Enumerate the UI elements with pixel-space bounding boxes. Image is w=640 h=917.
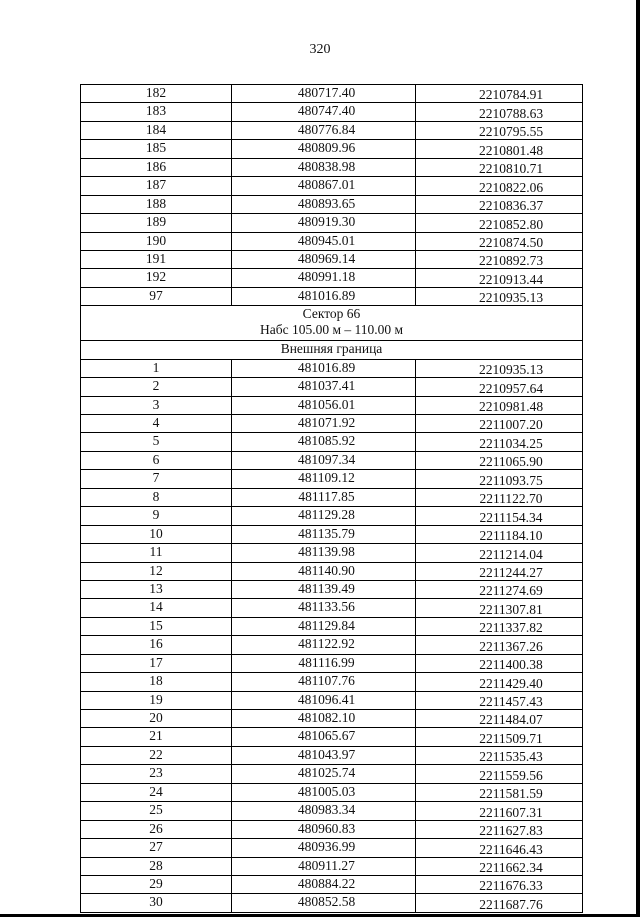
table-row <box>81 839 583 857</box>
x-coordinate-cell: 481116.99 <box>232 654 416 672</box>
point-number-cell: 1 <box>81 359 232 377</box>
x-coordinate-cell: 481122.92 <box>232 636 416 654</box>
table-row <box>81 894 583 912</box>
table-row <box>81 654 583 672</box>
y-coordinate-cell: 2211400.38 <box>416 654 583 672</box>
x-coordinate-cell: 481005.03 <box>232 783 416 801</box>
x-coordinate-cell: 481133.56 <box>232 599 416 617</box>
table-row <box>81 177 583 195</box>
point-number-cell: 186 <box>81 158 232 176</box>
point-number-cell: 14 <box>81 599 232 617</box>
y-coordinate-cell: 2210935.13 <box>416 359 583 377</box>
table-row <box>81 195 583 213</box>
y-coordinate-cell: 2211244.27 <box>416 562 583 580</box>
table-row <box>81 746 583 764</box>
point-number-cell: 10 <box>81 525 232 543</box>
y-coordinate-cell: 2211627.83 <box>416 820 583 838</box>
point-number-cell: 4 <box>81 415 232 433</box>
table-row <box>81 359 583 377</box>
sector-height-range: Набс 105.00 м – 110.00 м <box>259 321 404 337</box>
table-row <box>81 599 583 617</box>
point-number-cell: 9 <box>81 507 232 525</box>
y-coordinate-cell: 2211535.43 <box>416 746 583 764</box>
point-number-cell: 192 <box>81 269 232 287</box>
x-coordinate-cell: 480747.40 <box>232 103 416 121</box>
table-row <box>81 783 583 801</box>
point-number-cell: 16 <box>81 636 232 654</box>
point-number-cell: 17 <box>81 654 232 672</box>
x-coordinate-cell: 480838.98 <box>232 158 416 176</box>
y-coordinate-cell: 2210913.44 <box>416 269 583 287</box>
y-coordinate-cell: 2211662.34 <box>416 857 583 875</box>
table-row <box>81 691 583 709</box>
point-number-cell: 183 <box>81 103 232 121</box>
y-coordinate-cell: 2211646.43 <box>416 839 583 857</box>
x-coordinate-cell: 480969.14 <box>232 250 416 268</box>
y-coordinate-cell: 2211093.75 <box>416 470 583 488</box>
rows-after-group <box>81 359 583 912</box>
point-number-cell: 15 <box>81 617 232 635</box>
y-coordinate-cell: 2211122.70 <box>416 488 583 506</box>
point-number-cell: 5 <box>81 433 232 451</box>
y-coordinate-cell: 2211367.26 <box>416 636 583 654</box>
table-row <box>81 636 583 654</box>
x-coordinate-cell: 480852.58 <box>232 894 416 912</box>
point-number-cell: 19 <box>81 691 232 709</box>
y-coordinate-cell: 2211007.20 <box>416 415 583 433</box>
x-coordinate-cell: 480776.84 <box>232 121 416 139</box>
x-coordinate-cell: 480717.40 <box>232 85 416 103</box>
table-row <box>81 857 583 875</box>
point-number-cell: 188 <box>81 195 232 213</box>
x-coordinate-cell: 480991.18 <box>232 269 416 287</box>
rows-before-group <box>81 85 583 306</box>
x-coordinate-cell: 480893.65 <box>232 195 416 213</box>
point-number-cell: 187 <box>81 177 232 195</box>
x-coordinate-cell: 481025.74 <box>232 765 416 783</box>
y-coordinate-cell: 2210957.64 <box>416 378 583 396</box>
table-row <box>81 802 583 820</box>
table-row <box>81 544 583 562</box>
table-row <box>81 765 583 783</box>
point-number-cell: 182 <box>81 85 232 103</box>
x-coordinate-cell: 481043.97 <box>232 746 416 764</box>
table-row <box>81 507 583 525</box>
table-row <box>81 820 583 838</box>
point-number-cell: 21 <box>81 728 232 746</box>
point-number-cell: 189 <box>81 214 232 232</box>
y-coordinate-cell: 2210981.48 <box>416 396 583 414</box>
table-row <box>81 673 583 691</box>
x-coordinate-cell: 481016.89 <box>232 359 416 377</box>
y-coordinate-cell: 2210788.63 <box>416 103 583 121</box>
y-coordinate-cell: 2210784.91 <box>416 85 583 103</box>
table-row <box>81 85 583 103</box>
table-row <box>81 617 583 635</box>
table-row <box>81 728 583 746</box>
y-coordinate-cell: 2211607.31 <box>416 802 583 820</box>
table-row <box>81 525 583 543</box>
page-number: 320 <box>309 42 331 57</box>
table-row <box>81 140 583 158</box>
point-number-cell: 28 <box>81 857 232 875</box>
x-coordinate-cell: 481139.98 <box>232 544 416 562</box>
y-coordinate-cell: 2211676.33 <box>416 875 583 893</box>
table-row <box>81 470 583 488</box>
table-row <box>81 396 583 414</box>
table-row <box>81 580 583 598</box>
x-coordinate-cell: 481016.89 <box>232 287 416 305</box>
x-coordinate-cell: 481117.85 <box>232 488 416 506</box>
x-coordinate-cell: 480911.27 <box>232 857 416 875</box>
x-coordinate-cell: 480919.30 <box>232 214 416 232</box>
point-number-cell: 190 <box>81 232 232 250</box>
point-number-cell: 12 <box>81 562 232 580</box>
point-number-cell: 191 <box>81 250 232 268</box>
x-coordinate-cell: 481129.84 <box>232 617 416 635</box>
y-coordinate-cell: 2211429.40 <box>416 673 583 691</box>
x-coordinate-cell: 480867.01 <box>232 177 416 195</box>
x-coordinate-cell: 481107.76 <box>232 673 416 691</box>
table-row <box>81 232 583 250</box>
boundary-row <box>81 341 583 359</box>
point-number-cell: 8 <box>81 488 232 506</box>
table-row <box>81 710 583 728</box>
y-coordinate-cell: 2211034.25 <box>416 433 583 451</box>
sector-title: Сектор 66 <box>302 306 361 322</box>
y-coordinate-cell: 2211154.34 <box>416 507 583 525</box>
point-number-cell: 27 <box>81 839 232 857</box>
point-number-cell: 25 <box>81 802 232 820</box>
point-number-cell: 22 <box>81 746 232 764</box>
y-coordinate-cell: 2210852.80 <box>416 214 583 232</box>
y-coordinate-cell: 2210795.55 <box>416 121 583 139</box>
table-row <box>81 415 583 433</box>
x-coordinate-cell: 481129.28 <box>232 507 416 525</box>
y-coordinate-cell: 2210935.13 <box>416 287 583 305</box>
point-number-cell: 97 <box>81 287 232 305</box>
point-number-cell: 184 <box>81 121 232 139</box>
point-number-cell: 6 <box>81 451 232 469</box>
x-coordinate-cell: 481135.79 <box>232 525 416 543</box>
y-coordinate-cell: 2210822.06 <box>416 177 583 195</box>
sector-title-row <box>81 306 583 341</box>
x-coordinate-cell: 480884.22 <box>232 875 416 893</box>
y-coordinate-cell: 2211581.59 <box>416 783 583 801</box>
y-coordinate-cell: 2211559.56 <box>416 765 583 783</box>
x-coordinate-cell: 480960.83 <box>232 820 416 838</box>
y-coordinate-cell: 2210801.48 <box>416 140 583 158</box>
table-row <box>81 103 583 121</box>
table-row <box>81 250 583 268</box>
y-coordinate-cell: 2211687.76 <box>416 894 583 912</box>
y-coordinate-cell: 2211184.10 <box>416 525 583 543</box>
x-coordinate-cell: 481037.41 <box>232 378 416 396</box>
boundary-label: Внешняя граница <box>81 341 583 359</box>
point-number-cell: 3 <box>81 396 232 414</box>
table-row <box>81 214 583 232</box>
y-coordinate-cell: 2210810.71 <box>416 158 583 176</box>
table-row <box>81 158 583 176</box>
table-row <box>81 121 583 139</box>
x-coordinate-cell: 481071.92 <box>232 415 416 433</box>
y-coordinate-cell: 2211274.69 <box>416 580 583 598</box>
y-coordinate-cell: 2211509.71 <box>416 728 583 746</box>
y-coordinate-cell: 2210836.37 <box>416 195 583 213</box>
y-coordinate-cell: 2211214.04 <box>416 544 583 562</box>
point-number-cell: 185 <box>81 140 232 158</box>
y-coordinate-cell: 2210892.73 <box>416 250 583 268</box>
x-coordinate-cell: 481140.90 <box>232 562 416 580</box>
point-number-cell: 29 <box>81 875 232 893</box>
table-row <box>81 378 583 396</box>
coordinates-table <box>80 84 583 913</box>
x-coordinate-cell: 481082.10 <box>232 710 416 728</box>
x-coordinate-cell: 481065.67 <box>232 728 416 746</box>
table-row <box>81 433 583 451</box>
x-coordinate-cell: 480983.34 <box>232 802 416 820</box>
point-number-cell: 2 <box>81 378 232 396</box>
point-number-cell: 26 <box>81 820 232 838</box>
table-row <box>81 287 583 305</box>
y-coordinate-cell: 2211065.90 <box>416 451 583 469</box>
table-row <box>81 451 583 469</box>
y-coordinate-cell: 2210874.50 <box>416 232 583 250</box>
sector-header-group <box>81 306 583 359</box>
point-number-cell: 20 <box>81 710 232 728</box>
y-coordinate-cell: 2211484.07 <box>416 710 583 728</box>
x-coordinate-cell: 481085.92 <box>232 433 416 451</box>
point-number-cell: 18 <box>81 673 232 691</box>
point-number-cell: 7 <box>81 470 232 488</box>
table-row <box>81 562 583 580</box>
x-coordinate-cell: 481096.41 <box>232 691 416 709</box>
y-coordinate-cell: 2211307.81 <box>416 599 583 617</box>
x-coordinate-cell: 480945.01 <box>232 232 416 250</box>
table-row <box>81 488 583 506</box>
x-coordinate-cell: 481097.34 <box>232 451 416 469</box>
table-row <box>81 269 583 287</box>
table-row <box>81 875 583 893</box>
point-number-cell: 30 <box>81 894 232 912</box>
point-number-cell: 24 <box>81 783 232 801</box>
x-coordinate-cell: 480936.99 <box>232 839 416 857</box>
x-coordinate-cell: 481139.49 <box>232 580 416 598</box>
point-number-cell: 13 <box>81 580 232 598</box>
sector-title-cell <box>81 306 583 341</box>
y-coordinate-cell: 2211337.82 <box>416 617 583 635</box>
y-coordinate-cell: 2211457.43 <box>416 691 583 709</box>
x-coordinate-cell: 480809.96 <box>232 140 416 158</box>
point-number-cell: 23 <box>81 765 232 783</box>
point-number-cell: 11 <box>81 544 232 562</box>
x-coordinate-cell: 481109.12 <box>232 470 416 488</box>
x-coordinate-cell: 481056.01 <box>232 396 416 414</box>
